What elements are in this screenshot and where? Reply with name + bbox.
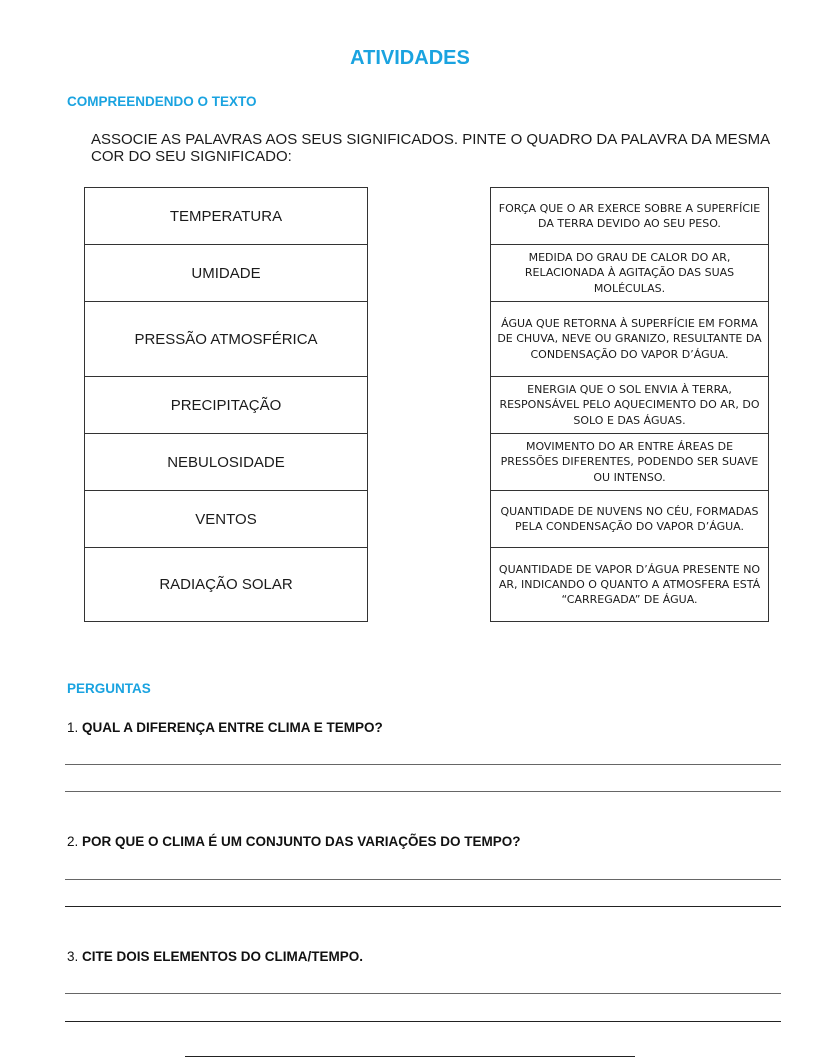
question-number: 2. (67, 834, 79, 849)
answer-line[interactable] (65, 906, 781, 907)
question-text: POR QUE O CLIMA É UM CONJUNTO DAS VARIAÇÕES DO TEMPO? (82, 834, 521, 849)
section-heading-compreendendo: COMPREENDENDO O TEXTO (67, 94, 257, 109)
answer-line[interactable] (185, 1056, 635, 1057)
definition-cell[interactable]: MOVIMENTO DO AR ENTRE ÁREAS DE PRESSÕES DIFERENTES, PODENDO SER SUAVE OU INTENSO. (490, 434, 769, 491)
word-cell[interactable]: UMIDADE (84, 245, 368, 302)
question-1 (67, 720, 383, 735)
question-2 (67, 834, 521, 849)
answer-line[interactable] (65, 879, 781, 880)
definition-cell[interactable]: ÁGUA QUE RETORNA À SUPERFÍCIE EM FORMA DE CHUVA, NEVE OU GRANIZO, RESULTANTE DA CONDENSAÇÃO DO VAPOR D’ÁGUA. (490, 302, 769, 377)
answer-line[interactable] (65, 1021, 781, 1022)
definition-cell[interactable]: QUANTIDADE DE NUVENS NO CÉU, FORMADAS PELA CONDENSAÇÃO DO VAPOR D’ÁGUA. (490, 491, 769, 548)
definition-cell[interactable]: MEDIDA DO GRAU DE CALOR DO AR, RELACIONADA À AGITAÇÃO DAS SUAS MOLÉCULAS. (490, 245, 769, 302)
word-cell[interactable]: RADIAÇÃO SOLAR (84, 548, 368, 622)
definition-cell[interactable]: ENERGIA QUE O SOL ENVIA À TERRA, RESPONSÁVEL PELO AQUECIMENTO DO AR, DO SOLO E DAS ÁGUAS. (490, 377, 769, 434)
definition-cell[interactable]: QUANTIDADE DE VAPOR D’ÁGUA PRESENTE NO AR, INDICANDO O QUANTO A ATMOSFERA ESTÁ “CARREGADA” DE ÁGUA. (490, 548, 769, 622)
question-number: 3. (67, 949, 79, 964)
word-cell[interactable]: PRESSÃO ATMOSFÉRICA (84, 302, 368, 377)
definition-cell[interactable]: FORÇA QUE O AR EXERCE SOBRE A SUPERFÍCIE DA TERRA DEVIDO AO SEU PESO. (490, 188, 769, 245)
word-cell[interactable]: PRECIPITAÇÃO (84, 377, 368, 434)
question-3 (67, 949, 363, 964)
word-cell[interactable]: NEBULOSIDADE (84, 434, 368, 491)
answer-line[interactable] (65, 993, 781, 994)
definitions-column (490, 187, 769, 622)
answer-line[interactable] (65, 791, 781, 792)
word-cell[interactable]: TEMPERATURA (84, 188, 368, 245)
section-heading-perguntas: PERGUNTAS (67, 681, 151, 696)
question-text: QUAL A DIFERENÇA ENTRE CLIMA E TEMPO? (82, 720, 383, 735)
words-column (84, 187, 368, 622)
word-cell[interactable]: VENTOS (84, 491, 368, 548)
question-text: CITE DOIS ELEMENTOS DO CLIMA/TEMPO. (82, 949, 364, 964)
answer-line[interactable] (65, 764, 781, 765)
question-number: 1. (67, 720, 79, 735)
page-title: ATIVIDADES (350, 47, 470, 69)
instructions-text: ASSOCIE AS PALAVRAS AOS SEUS SIGNIFICADOS. PINTE O QUADRO DA PALAVRA DA MESMA COR DO SEU SIGNIFICADO: (91, 131, 770, 165)
